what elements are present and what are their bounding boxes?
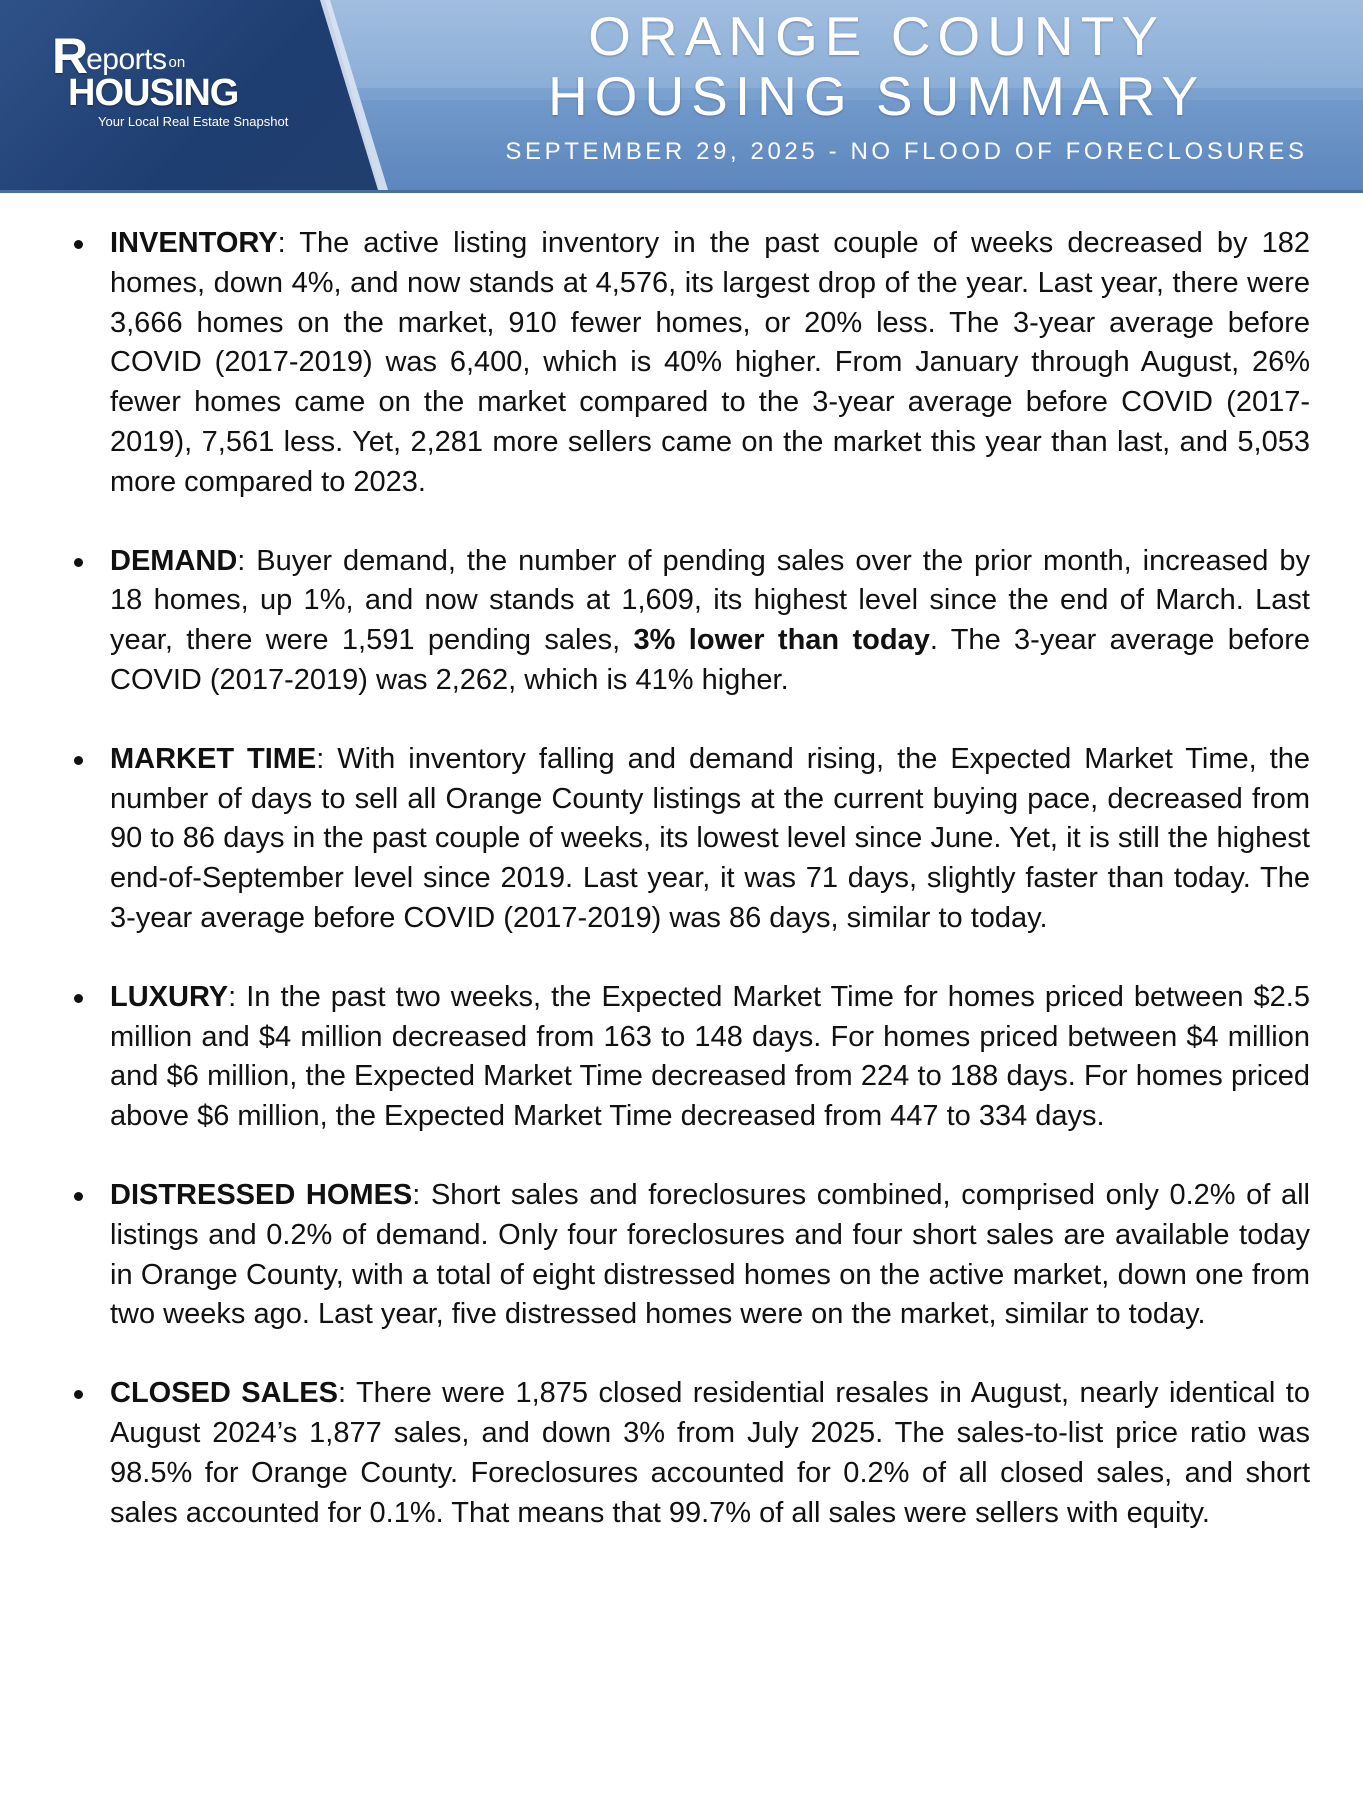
closed-sales-text: : There were 1,875 closed residential resales in August, nearly identical to August 2024’s 1,877 sales, and down 3% from July 2025. The sales-to-list price ratio was 98.5% for Orange County. Foreclosures accounted for 0.2% of all closed sales, and short sales accounted for 0.1%. That means that 99.7% of all sales were sellers with equity. [110, 1377, 1310, 1529]
logo-reports: eports [86, 43, 167, 76]
closed-sales-item [60, 1374, 1310, 1533]
title-block [390, 0, 1363, 190]
page-title-line-2: HOUSING SUMMARY [547, 65, 1206, 127]
market-time-label: MARKET TIME [110, 742, 317, 775]
inventory-text: : The active listing inventory in the past couple of weeks decreased by 182 homes, down 4%, and now stands at 4,576, its largest drop of the year. Last year, there were 3,666 homes on the market, 910 fewer homes, or 20% less. The 3-year average before COVID (2017-2019) was 6,400, which is 40% higher. From January through August, 26% fewer homes came on the market compared to the 3-year average before COVID (2017-2019), 7,561 less. Yet, 2,281 more sellers came on the market this year than last, and 5,053 more compared to 2023. [110, 227, 1310, 498]
demand-text-1: : Buyer demand, the number of pending sales over the prior month, increased by 18 homes, up 1%, and now stands at 1,609, its highest level since the end of March. Last year, there were 1,591 pending sales, [110, 544, 1310, 657]
logo-letter-r: R [52, 28, 87, 84]
demand-text-2: . The 3-year average before COVID (2017-2019) was 2,262, which is 41% higher. [110, 624, 1310, 696]
logo-housing: HOUSING [68, 72, 239, 114]
summary-list [60, 224, 1310, 1572]
market-time-text: : With inventory falling and demand rising, the Expected Market Time, the number of days to sell all Orange County listings at the current buying pace, decreased from 90 to 86 days in the past couple of weeks, its lowest level since June. Yet, it is still the highest end-of-September level since 2019. Last year, it was 71 days, slightly faster than today. The 3-year average before COVID (2017-2019) was 86 days, similar to today. [110, 742, 1310, 934]
luxury-label: LUXURY [110, 980, 229, 1013]
market-time-item [60, 740, 1310, 939]
reports-on-housing-logo[interactable] [52, 28, 289, 129]
logo-tagline: Your Local Real Estate Snapshot [98, 114, 289, 129]
distressed-homes-item [60, 1176, 1310, 1335]
page-header [0, 0, 1363, 193]
distressed-homes-text: : Short sales and foreclosures combined, comprised only 0.2% of all listings and 0.2% of demand. Only four foreclosures and four short sales are available today in Orange County, with a total of eight distressed homes on the active market, down one from two weeks ago. Last year, five distressed homes were on the market, similar to today. [110, 1178, 1310, 1331]
demand-highlight: 3% lower than today [633, 624, 930, 657]
logo-on: on [168, 54, 186, 71]
page-subtitle: SEPTEMBER 29, 2025 - NO FLOOD OF FORECLOSURES [505, 138, 1308, 165]
demand-item [60, 542, 1310, 701]
luxury-text: : In the past two weeks, the Expected Market Time for homes priced between $2.5 million and $4 million decreased from 163 to 148 days. For homes priced between $4 million and $6 million, the Expected Market Time decreased from 224 to 188 days. For homes priced above $6 million, the Expected Market Time decreased from 447 to 334 days. [110, 980, 1310, 1133]
luxury-item [60, 978, 1310, 1137]
page-title-line-1: ORANGE COUNTY [588, 5, 1165, 67]
closed-sales-label: CLOSED SALES [110, 1377, 338, 1410]
demand-label: DEMAND [110, 544, 238, 577]
inventory-item [60, 224, 1310, 503]
distressed-homes-label: DISTRESSED HOMES [110, 1178, 413, 1211]
inventory-label: INVENTORY [110, 227, 278, 259]
